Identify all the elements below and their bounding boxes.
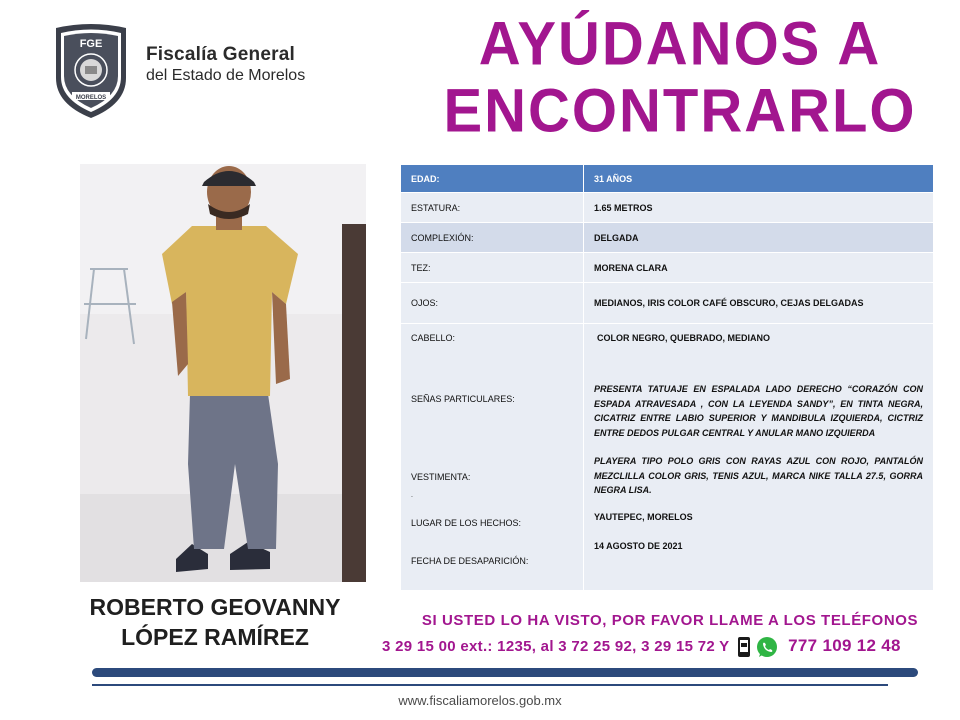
table-row	[401, 193, 934, 223]
person-name-line-1: ROBERTO GEOVANNY	[89, 594, 341, 620]
vestimenta-value: PLAYERA TIPO POLO GRIS CON RAYAS AZUL CON ROJO, PANTALÓN MEZCLILLA COLOR GRIS, TENIS AZUL, MARCA NIKE TALLA 27.5, GORRA NEGRA LISA.	[594, 456, 923, 495]
cabello-key: CABELLO:	[411, 333, 456, 343]
lugar-key: LUGAR DE LOS HECHOS:	[411, 518, 522, 528]
fge-shield-logo	[52, 22, 130, 120]
row-value: 31 AÑOS	[584, 165, 934, 193]
senas-key: SEÑAS PARTICULARES:	[411, 394, 515, 404]
row-key: COMPLEXIÓN:	[401, 223, 584, 253]
agency-line-2: del Estado de Morelos	[146, 67, 306, 84]
logo-bottom-text: MORELOS	[75, 95, 107, 101]
footer-line	[92, 684, 888, 686]
contact-icons	[736, 636, 780, 658]
details-values	[584, 324, 934, 591]
fecha-key: FECHA DE DESAPARICIÓN:	[411, 556, 529, 566]
description-table	[400, 164, 934, 591]
cabello-value: COLOR NEGRO, QUEBRADO, MEDIANO	[597, 333, 771, 343]
row-value: MORENA CLARA	[584, 253, 934, 283]
headline	[430, 11, 930, 145]
table-row	[401, 253, 934, 283]
lugar-value: YAUTEPEC, MORELOS	[594, 512, 693, 522]
vestimenta-key: VESTIMENTA:	[411, 472, 471, 482]
logo-text: FGE	[79, 38, 103, 50]
phone-numbers	[382, 636, 952, 658]
table-row-details	[401, 324, 934, 591]
row-value: MEDIANOS, IRIS COLOR CAFÉ OBSCURO, CEJAS DELGADAS	[584, 283, 934, 324]
row-key: EDAD:	[401, 165, 584, 193]
dot-mark: .	[411, 492, 413, 499]
person-name-line-2: LÓPEZ RAMÍREZ	[121, 624, 309, 650]
table-row	[401, 165, 934, 193]
footer-bar	[92, 668, 918, 677]
row-value: DELGADA	[584, 223, 934, 253]
mobile-phone-icon	[738, 637, 750, 657]
website-link[interactable]: www.fiscaliamorelos.gob.mx	[398, 693, 562, 708]
row-key: TEZ:	[401, 253, 584, 283]
call-to-action: SI USTED LO HA VISTO, POR FAVOR LLAME A LOS TELÉFONOS	[421, 612, 919, 629]
details-keys	[401, 324, 584, 591]
missing-person-photo	[80, 164, 366, 582]
row-key: OJOS:	[401, 283, 584, 324]
senas-value: PRESENTA TATUAJE EN ESPALADA LADO DERECHO “CORAZÓN CON ESPADA ATRAVESADA , CON LA LEYENDA SANDY”, EN TINTA NEGRA, CICATRIZ ENTRE LABIO SUPERIOR Y MANDIBULA IZQUIERDA, CICTRIZ ENTRE DEDOS PULGAR CENTRAL Y ANULAR MANO IZQUIERDA	[594, 384, 923, 438]
agency-line-1: Fiscalía General	[146, 44, 295, 65]
table-row	[401, 223, 934, 253]
headline-line-1: AYÚDANOS A	[478, 9, 882, 79]
table-row	[401, 283, 934, 324]
row-value: 1.65 METROS	[584, 193, 934, 223]
agency-name	[146, 44, 305, 85]
person-name	[60, 592, 370, 652]
whatsapp-icon	[757, 637, 777, 657]
headline-line-2: ENCONTRARLO	[443, 76, 917, 146]
phone-list: 3 29 15 00 ext.: 1235, al 3 72 25 92, 3 29 15 72 Y	[382, 638, 730, 655]
row-key: ESTATURA:	[401, 193, 584, 223]
whatsapp-number: 777 109 12 48	[788, 636, 901, 655]
fecha-value: 14 AGOSTO DE 2021	[594, 541, 683, 551]
